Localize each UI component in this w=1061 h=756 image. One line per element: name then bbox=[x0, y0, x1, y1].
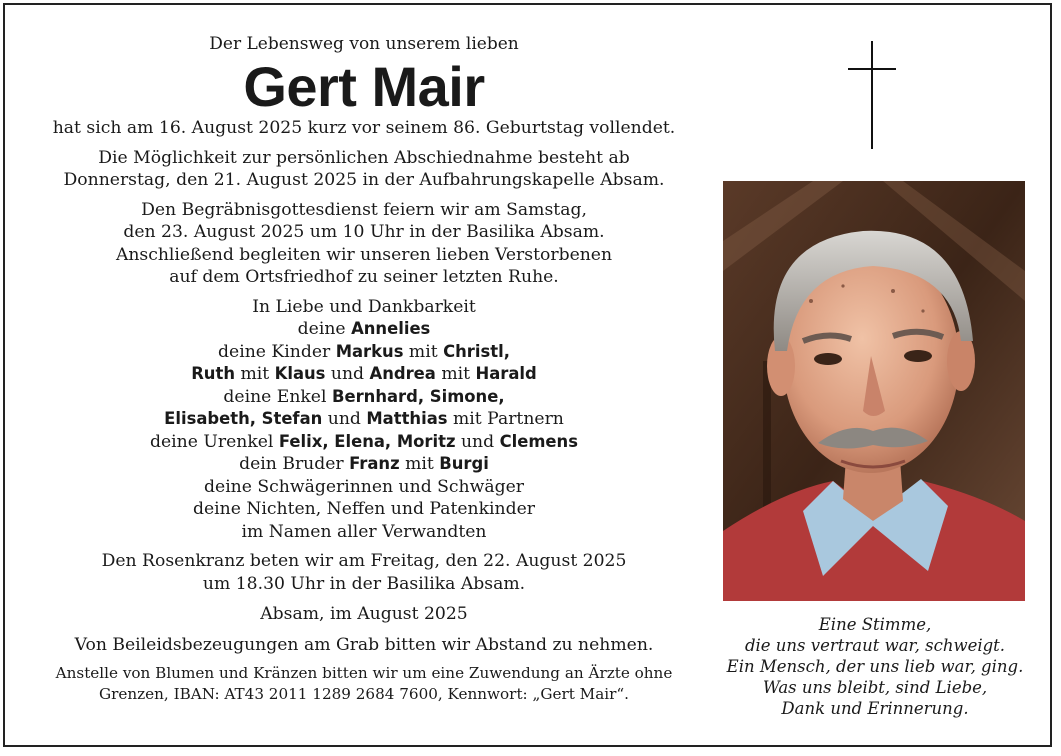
deceased-name: Gert Mair bbox=[243, 55, 485, 118]
funeral-line-4: auf dem Ortsfriedhof zu seiner letzten Ruhe. bbox=[169, 267, 559, 287]
family-line-8: dein Bruder Franz mit Burgi bbox=[239, 454, 489, 474]
family-line-10: deine Nichten, Neffen und Patenkinder bbox=[193, 499, 535, 519]
family-line-9: deine Schwägerinnen und Schwäger bbox=[204, 476, 524, 497]
passing-line: hat sich am 16. August 2025 kurz vor seinem 86. Geburtstag vollendet. bbox=[52, 118, 676, 138]
memorial-poem bbox=[710, 614, 1040, 719]
cross-icon bbox=[848, 41, 896, 149]
funeral-line-3: Anschließend begleiten wir unseren lieben Verstorbenen bbox=[115, 244, 613, 265]
place-date: Absam, im August 2025 bbox=[260, 604, 468, 624]
family-line-5: deine Enkel Bernhard, Simone, bbox=[223, 386, 505, 407]
family-line-11: im Namen aller Verwandten bbox=[241, 521, 487, 542]
rosary-line-2: um 18.30 Uhr in der Basilika Absam. bbox=[202, 573, 526, 594]
family-line-3: deine Kinder Markus mit Christl, bbox=[218, 341, 510, 362]
poem-line: die uns vertraut war, schweigt. bbox=[744, 636, 1006, 655]
donation-line-2: Grenzen, IBAN: AT43 2011 1289 2684 7600, Kennwort: „Gert Mair“. bbox=[98, 684, 629, 703]
family-line-2: deine Annelies bbox=[297, 319, 431, 339]
farewell-line-2: Donnerstag, den 21. August 2025 in der Aufbahrungskapelle Absam. bbox=[63, 170, 665, 190]
poem-line: Was uns bleibt, sind Liebe, bbox=[762, 678, 988, 697]
poem-line: Dank und Erinnerung. bbox=[781, 699, 969, 718]
funeral-line-2: den 23. August 2025 um 10 Uhr in der Basilika Absam. bbox=[123, 222, 605, 242]
intro-line: Der Lebensweg von unserem lieben bbox=[209, 34, 519, 54]
obituary-text bbox=[19, 33, 709, 704]
obituary-card bbox=[3, 3, 1052, 747]
portrait-photo bbox=[723, 181, 1025, 601]
condolence-note: Von Beileidsbezeugungen am Grab bitten wir Abstand zu nehmen. bbox=[74, 634, 654, 655]
family-line-1: In Liebe und Dankbarkeit bbox=[252, 296, 476, 317]
rosary-line-1: Den Rosenkranz beten wir am Freitag, den 22. August 2025 bbox=[101, 551, 627, 571]
funeral-line-1: Den Begräbnisgottesdienst feiern wir am Samstag, bbox=[141, 199, 587, 220]
family-line-6: Elisabeth, Stefan und Matthias mit Partnern bbox=[164, 409, 564, 429]
poem-line: Eine Stimme, bbox=[818, 615, 932, 634]
family-line-4: Ruth mit Klaus und Andrea mit Harald bbox=[191, 364, 537, 384]
donation-line-1: Anstelle von Blumen und Kränzen bitten wir um eine Zuwendung an Ärzte ohne bbox=[55, 664, 673, 682]
portrait-illustration bbox=[723, 181, 1025, 601]
farewell-line-1: Die Möglichkeit zur persönlichen Abschiednahme besteht ab bbox=[98, 147, 630, 168]
family-line-7: deine Urenkel Felix, Elena, Moritz und Clemens bbox=[150, 431, 578, 452]
poem-line: Ein Mensch, der uns lieb war, ging. bbox=[726, 657, 1024, 676]
